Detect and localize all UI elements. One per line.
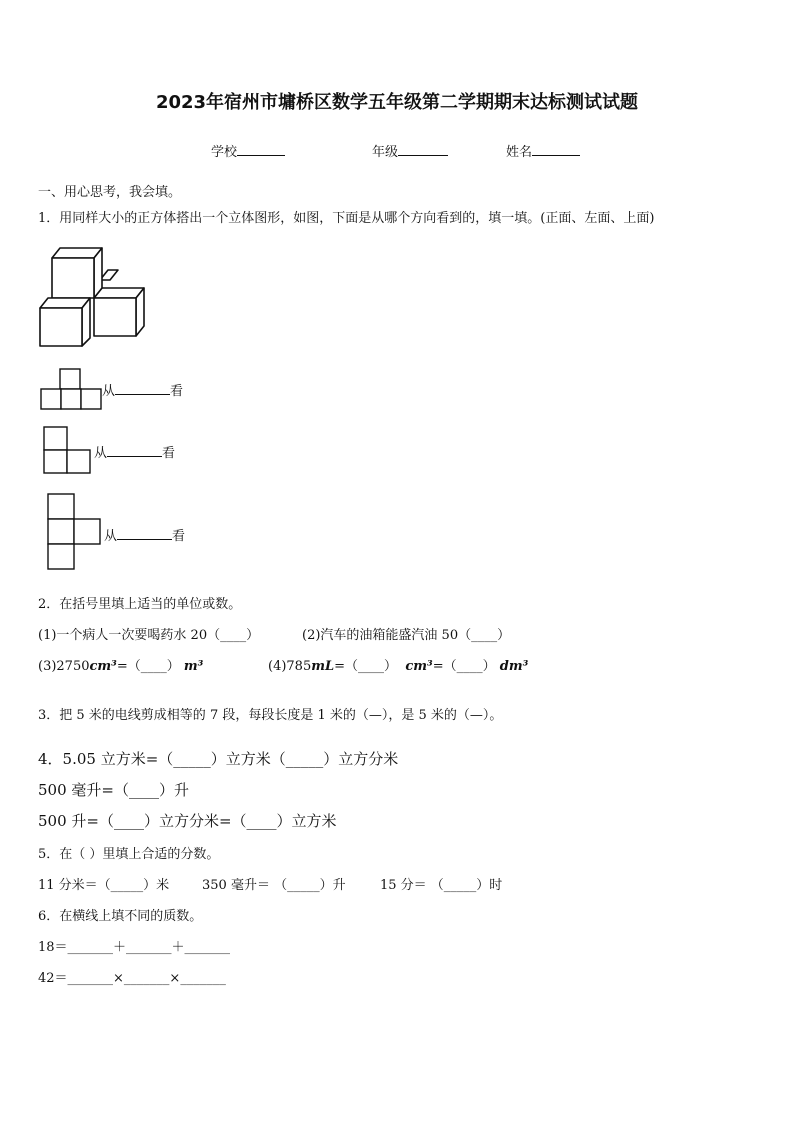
view-1-grid (40, 368, 102, 410)
view-2-blank[interactable] (107, 442, 162, 457)
view-1-suffix: 看 (170, 384, 184, 399)
q6-line-2: 42＝_______×_______×_______ (38, 971, 226, 986)
question-4-line-3: 500 升=（____）立方分米=（____）立方米 (38, 812, 337, 830)
name-blank[interactable] (532, 141, 580, 156)
question-6: 6．在横线上填不同的质数。 (38, 909, 203, 924)
view-3-blank[interactable] (117, 525, 172, 540)
q2-item-4-unit-1: mL (311, 659, 335, 674)
school-label: 学校 (211, 145, 238, 160)
q2-item-1: (1)一个病人一次要喝药水 20（____） (38, 628, 260, 643)
q2-item-3 (38, 655, 203, 674)
question-4-line-2: 500 毫升=（____）升 (38, 781, 189, 799)
q2-item-3-blank: =（____） (116, 659, 180, 674)
view-3-grid (47, 493, 101, 571)
q2-item-4-value: (4)785 (268, 659, 312, 674)
grade-label: 年级 (372, 145, 399, 160)
view-1-prefix: 从 (102, 384, 116, 399)
grade-field[interactable] (372, 141, 448, 160)
view-2-prompt (94, 442, 175, 461)
question-4-line-1: 4．5.05 立方米=（_____）立方米（_____）立方分米 (38, 750, 399, 768)
view-2-suffix: 看 (162, 446, 176, 461)
question-3: 3．把 5 米的电线剪成相等的 7 段，每段长度是 1 米的（—），是 5 米的（—）。 (38, 708, 503, 723)
view-2-prefix: 从 (94, 446, 108, 461)
school-field[interactable] (211, 141, 285, 160)
q2-item-4-blank-2: =（____） (432, 659, 496, 674)
name-label: 姓名 (506, 145, 533, 160)
school-blank[interactable] (237, 141, 285, 156)
q2-item-4-blank-1: =（____） (334, 659, 398, 674)
view-3-prefix: 从 (104, 529, 118, 544)
view-3-prompt (104, 525, 185, 544)
view-1-blank[interactable] (115, 380, 170, 395)
question-5: 5．在（ ）里填上合适的分数。 (38, 847, 220, 862)
q2-item-2: (2)汽车的油箱能盛汽油 50（____） (302, 628, 511, 643)
view-1-prompt (102, 380, 183, 399)
cube-figure (38, 240, 148, 350)
q5-item-3: 15 分＝ （_____）时 (380, 878, 503, 893)
q5-item-1: 11 分米＝（_____）米 (38, 878, 170, 893)
grade-blank[interactable] (398, 141, 448, 156)
q2-item-4-unit-3: dm³ (499, 659, 529, 674)
name-field[interactable] (506, 141, 580, 160)
q2-item-4 (268, 655, 528, 674)
q2-item-3-unit-1: cm³ (89, 659, 117, 674)
q5-item-2: 350 毫升＝ （_____）升 (202, 878, 346, 893)
section-heading: 一、用心思考，我会填。 (38, 185, 182, 200)
page-title: 2023年宿州市墉桥区数学五年级第二学期期末达标测试试题 (155, 92, 639, 113)
question-1: 1．用同样大小的正方体搭出一个立体图形，如图，下面是从哪个方向看到的，填一填。(正面、左面、上面) (38, 211, 655, 226)
q2-item-3-unit-2: m³ (183, 659, 204, 674)
q2-item-4-unit-2: cm³ (405, 659, 433, 674)
q6-line-1: 18＝_______＋_______＋_______ (38, 940, 231, 955)
view-2-grid (43, 426, 91, 474)
view-3-suffix: 看 (172, 529, 186, 544)
question-2: 2．在括号里填上适当的单位或数。 (38, 597, 242, 612)
q2-item-3-value: (3)2750 (38, 659, 90, 674)
